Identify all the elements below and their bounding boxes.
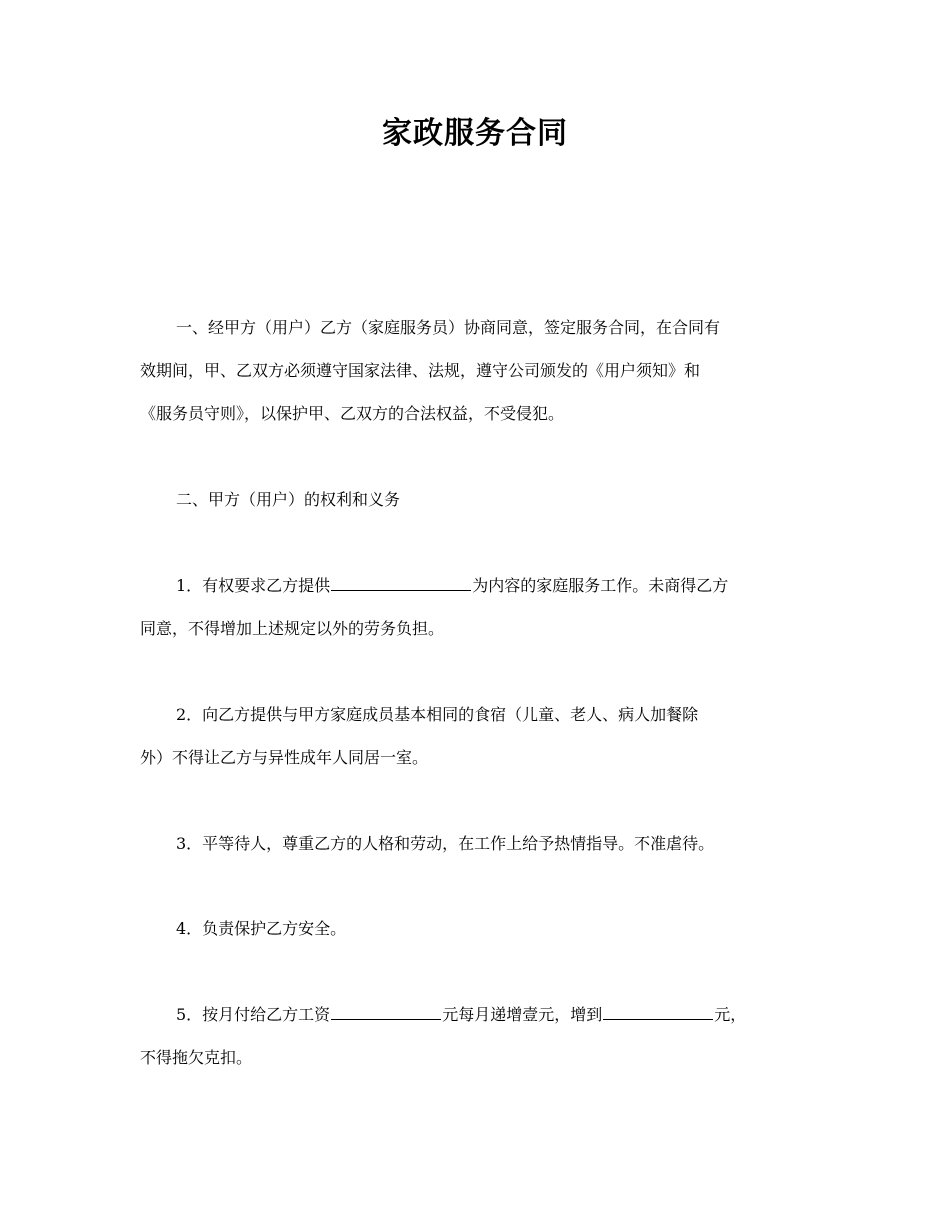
monthly-wage-blank[interactable] — [331, 1003, 441, 1020]
item-5-text-part-3: 元， — [714, 1005, 747, 1024]
item-4-line-1: 4．负责保护乙方安全。 — [176, 919, 347, 938]
section-2-heading-text: 二、甲方（用户）的权利和义务 — [176, 490, 401, 509]
max-wage-blank[interactable] — [603, 1003, 713, 1020]
item-5-text-part-1: 5．按月付给乙方工资 — [176, 1005, 331, 1024]
item-5-text-part-2: 元每月递增壹元，增到 — [442, 1005, 603, 1024]
section-1-line-3: 《服务员守则》，以保护甲、乙双方的合法权益，不受侵犯。 — [140, 404, 565, 423]
section-1-line-2: 效期间，甲、乙双方必须遵守国家法律、法规，遵守公司颁发的《用户须知》和 — [140, 361, 701, 380]
section-1-paragraph — [140, 306, 810, 435]
section-1-line-1: 一、经甲方（用户）乙方（家庭服务员）协商同意，签定服务合同，在合同有 — [176, 318, 721, 337]
item-1-paragraph — [140, 564, 810, 650]
service-content-blank[interactable] — [331, 574, 471, 591]
item-1-text-after-blank: 为内容的家庭服务工作。未商得乙方 — [472, 576, 729, 595]
item-4-paragraph — [140, 907, 810, 950]
item-5-line-1 — [140, 993, 810, 1036]
document-title: 家政服务合同 — [382, 116, 568, 151]
section-2-heading — [140, 478, 810, 521]
item-3-paragraph — [140, 822, 810, 865]
item-1-text-before-blank: 1．有权要求乙方提供 — [176, 576, 331, 595]
item-3-line-1: 3．平等待人，尊重乙方的人格和劳动，在工作上给予热情指导。不准虐待。 — [176, 834, 715, 853]
item-5-line-2: 不得拖欠克扣。 — [140, 1048, 253, 1067]
item-1-line-2: 同意，不得增加上述规定以外的劳务负担。 — [140, 619, 445, 638]
item-2-line-1: 2．向乙方提供与甲方家庭成员基本相同的食宿（儿童、老人、病人加餐除 — [176, 705, 699, 724]
item-5-paragraph — [140, 993, 810, 1079]
item-2-line-2: 外）不得让乙方与异性成年人同居一室。 — [140, 748, 429, 767]
item-2-paragraph — [140, 693, 810, 779]
item-1-line-1 — [140, 564, 810, 607]
